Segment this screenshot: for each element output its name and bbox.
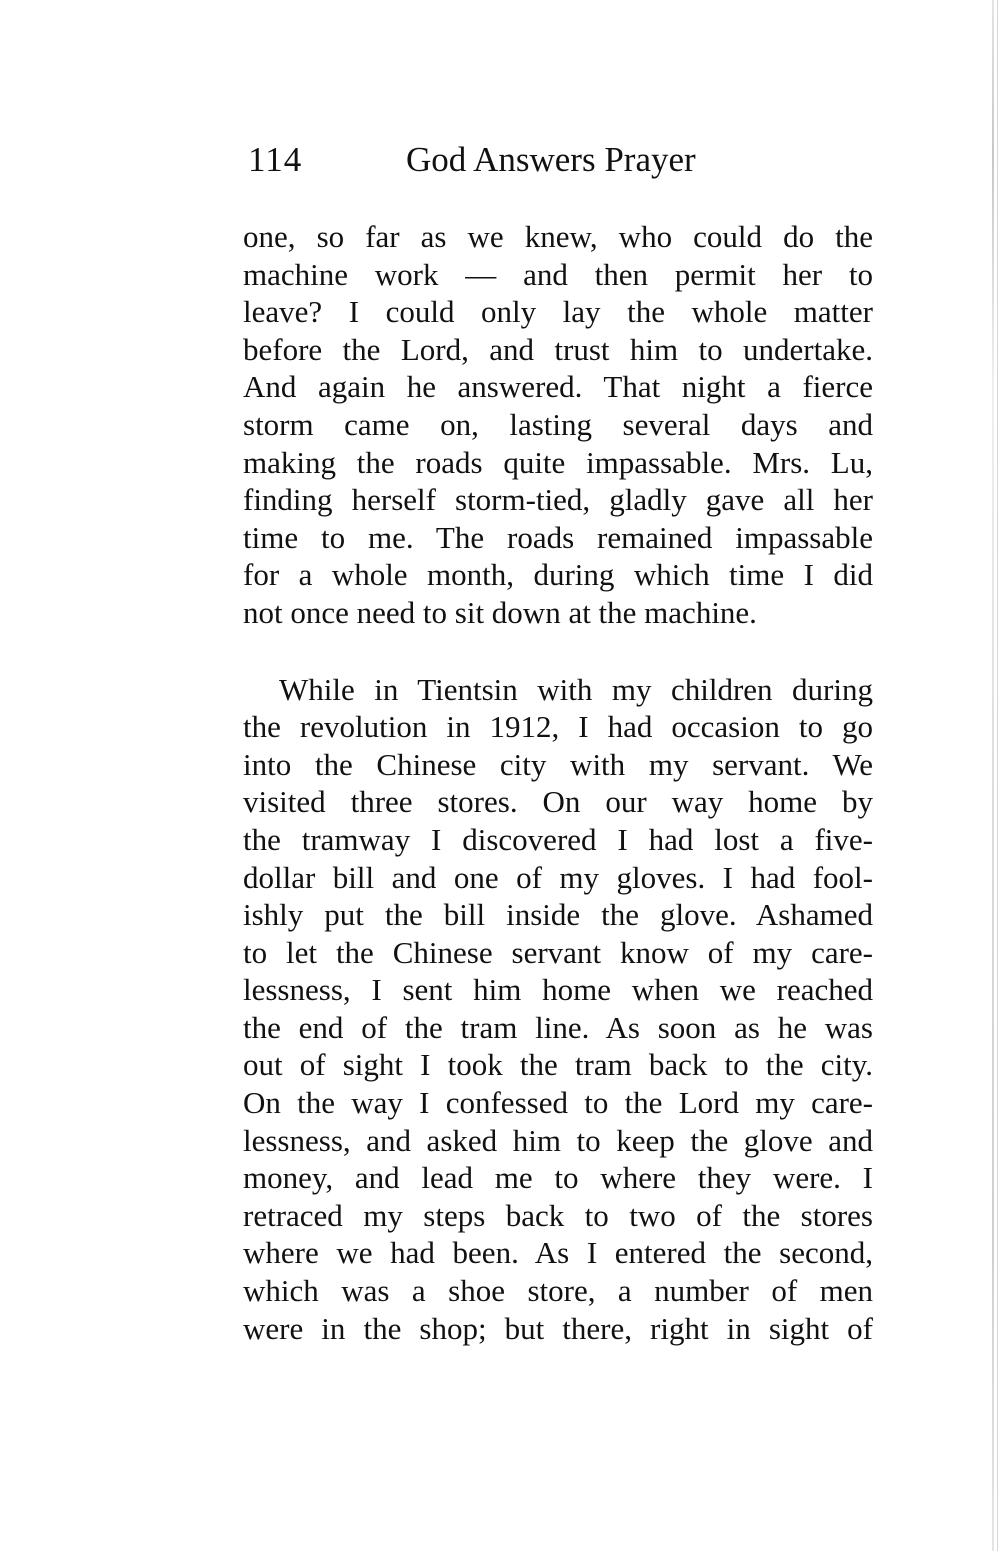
text-line: And again he answered. That night a fierce [243,369,873,405]
text-line: before the Lord, and trust him to undertake. [243,331,873,367]
paragraph-2 [243,671,873,1348]
text-line: On the way I confessed to the Lord my care- [243,1085,873,1121]
page-number: 114 [248,140,303,179]
text-line: storm came on, lasting several days and [243,406,873,442]
text-line: one, so far as we knew, who could do the [243,219,873,254]
text-line: lessness, and asked him to keep the glove and [243,1122,873,1158]
text-line: were in the shop; but there, right in sight of [243,1310,873,1346]
text-line: retraced my steps back to two of the stores [243,1197,873,1233]
text-line: ishly put the bill inside the glove. Ashamed [243,897,873,933]
text-line: the revolution in 1912, I had occasion to go [243,709,873,745]
text-line: While in Tientsin with my children during [279,671,873,707]
paragraph-1 [243,218,873,632]
text-line: to let the Chinese servant know of my care- [243,934,873,970]
body-text [243,218,873,1347]
text-line: out of sight I took the tram back to the city. [243,1047,873,1083]
page-edge-line [997,0,998,1551]
text-line: money, and lead me to where they were. I [243,1160,873,1196]
running-title: God Answers Prayer [406,140,696,179]
text-line: lessness, I sent him home when we reached [243,972,873,1008]
paragraph-gap [243,632,873,671]
text-line: for a whole month, during which time I did [243,557,873,593]
text-line: the tramway I discovered I had lost a five- [243,821,873,857]
text-line: finding herself storm-tied, gladly gave all her [243,482,873,518]
text-line: where we had been. As I entered the second, [243,1235,873,1271]
running-header [248,140,878,190]
text-line: dollar bill and one of my gloves. I had fool- [243,859,873,895]
text-line: the end of the tram line. As soon as he was [243,1009,873,1045]
page-edge-shadow [992,0,994,1551]
text-line: which was a shoe store, a number of men [243,1273,873,1309]
text-line: machine work — and then permit her to [243,256,873,292]
text-line: time to me. The roads remained impassable [243,519,873,555]
text-line: leave? I could only lay the whole matter [243,294,873,330]
text-line: into the Chinese city with my servant. We [243,746,873,782]
text-line: making the roads quite impassable. Mrs. Lu, [243,444,873,480]
text-line: not once need to sit down at the machine. [243,594,757,630]
text-line: visited three stores. On our way home by [243,784,873,820]
